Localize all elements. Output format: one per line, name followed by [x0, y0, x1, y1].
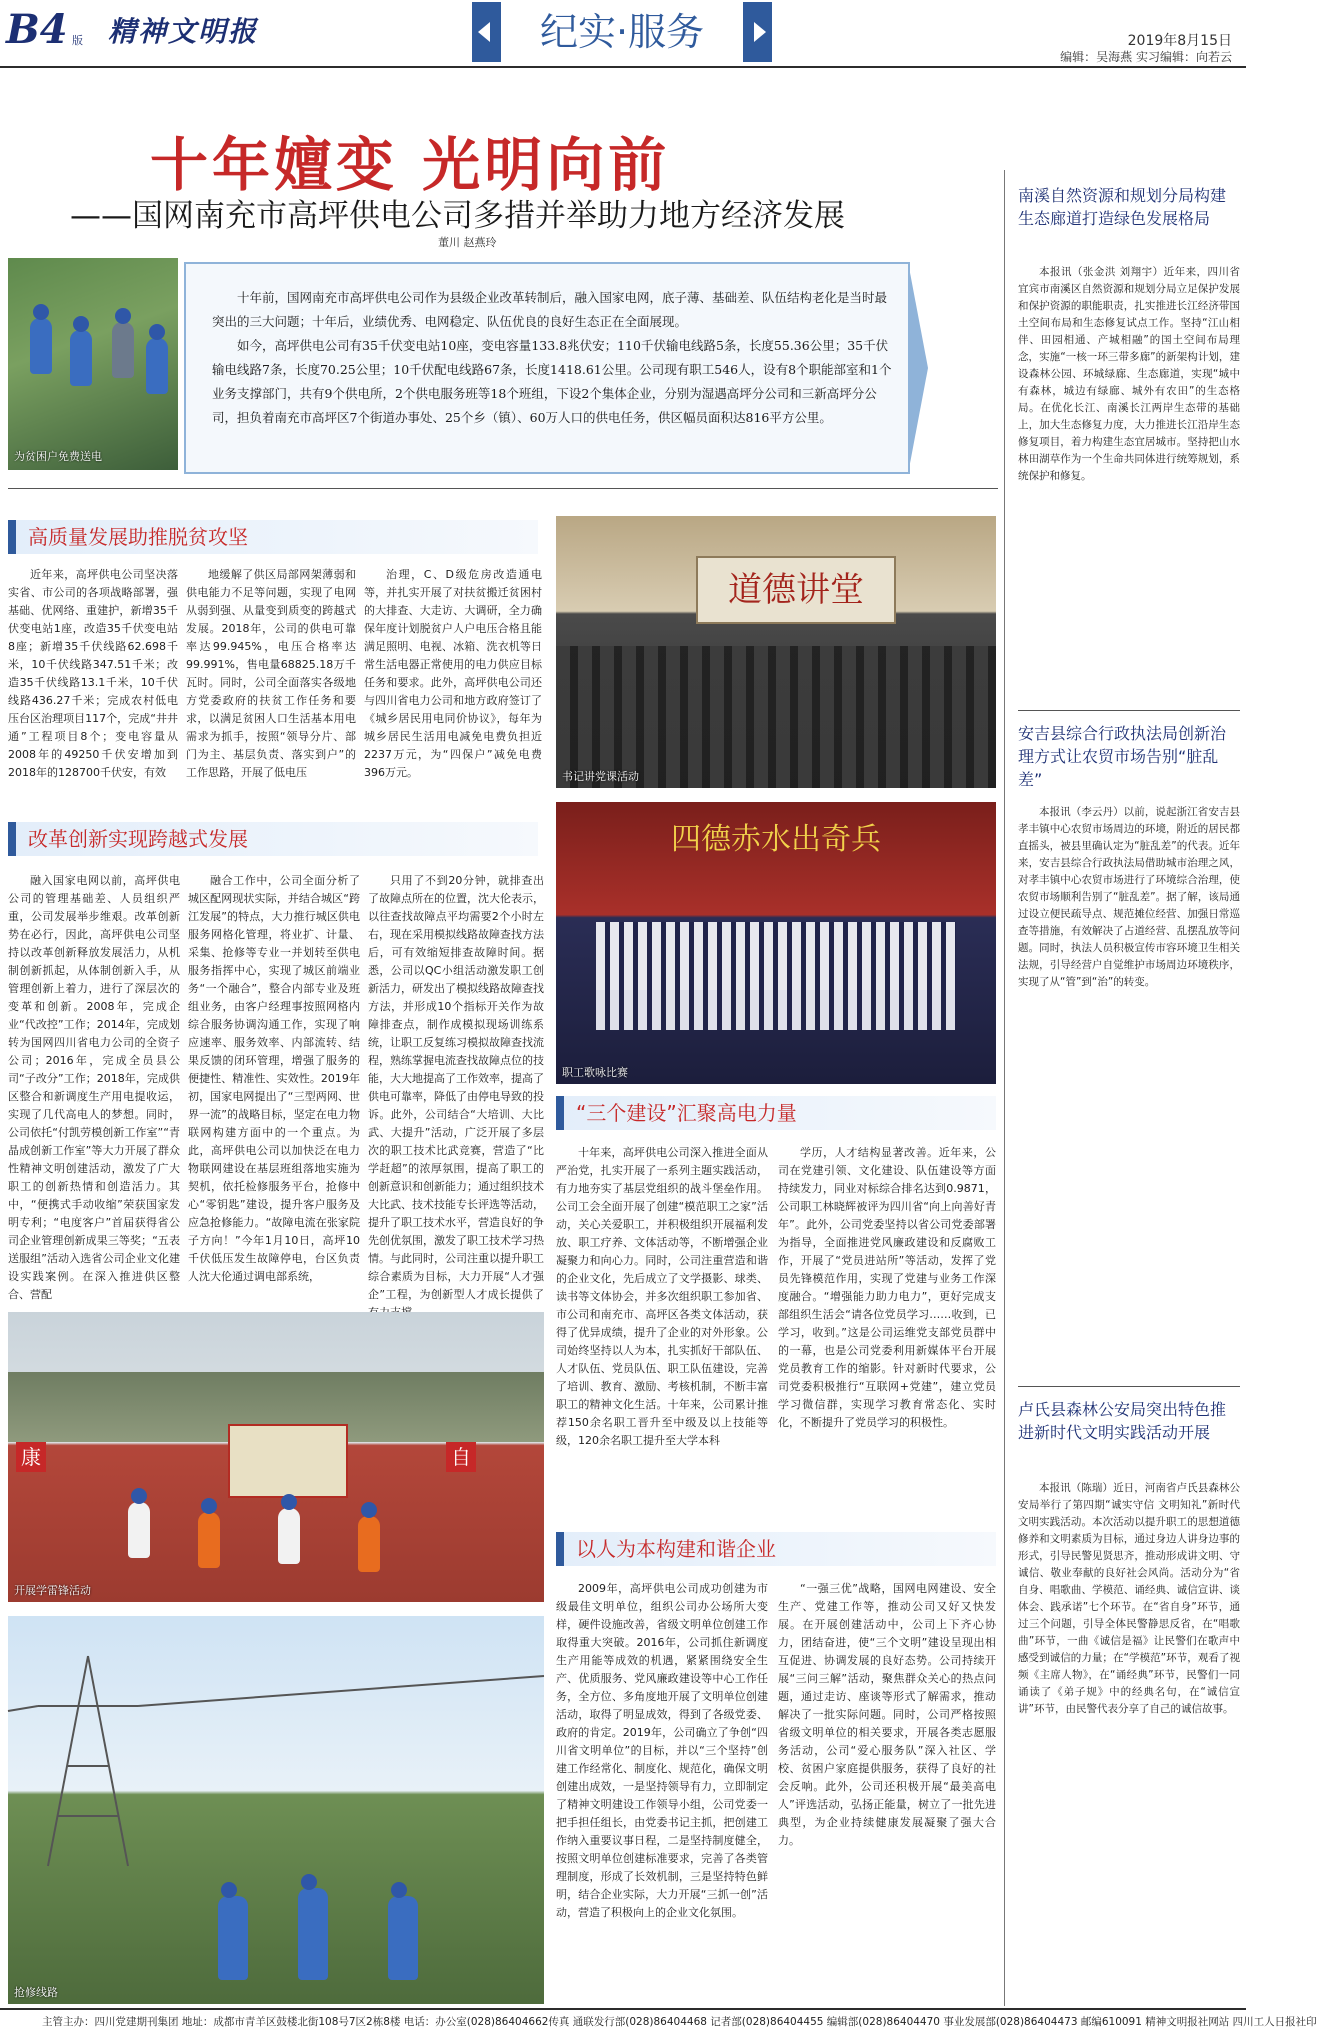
- page-number: B4: [6, 6, 68, 53]
- section-2-column-3: [368, 872, 544, 1302]
- paragraph: 本报讯（张金洪 刘翔宇）近年来，四川省宜宾市南溪区自然资源和规划分局立足保护发展和保护资源的职能职责，扎实推进长江经济带国土空间布局和生态修复试点工作。坚持“江山相伴、田园相通、产城相融”的国土空间布局理念，实施“一核一环三带多廊”的新架构计划，建设森林公园、环城绿廊、生态廊道，实现“城中有森林，城边有绿廊、城外有农田”的生态格局。在优化长江、南溪长江两岸生态带的基础上，加大生态修复力度，大力推进长江沿岸生态修复项目，着力构建生态宜居城市。坚持把山水林田湖草作为一个生命共同体进行统筹规划，系统保护和修复。: [1018, 266, 1240, 482]
- audience-rows: [556, 646, 996, 788]
- sidebar-title: 南溪自然资源和规划分局构建生态廊道打造绿色发展格局: [1018, 186, 1227, 228]
- worker-figure: [146, 338, 168, 394]
- paragraph: 只用了不到20分钟，就排查出了故障点所在的位置，沈大伦表示，以往查找故障点平均需要2个小时左右，现在采用模拟线路故障查找方法后，可有效缩短排查故障时间。据悉，公司以QC小组活动激发职工创新活力，研发出了模拟线路故障查找方法，并形成10个指标开关作为故障排查点，制作成模拟现场训练系统，让职工反复练习模拟故障查找流程，熟练掌握电流查找故障点位的技能，大大地提高了工作效率，提高了供电可靠率，降低了由停电导致的投诉。此外，公司结合“大培训、大比武、大提升”活动，广泛开展了多层次的职工技术比武竞赛，营造了“比学赶超”的浓厚氛围，提高了职工的创新意识和创新能力；通过组织技术大比武、技术技能专长评选等活动，提升了职工技术水平，营造良好的争先创优氛围，激发了职工技术学习热情。与此同时，公司注重以提升职工综合素质为目标，大力开展“人才强企”工程，为创新型人才成长提供了: [368, 874, 544, 1301]
- section-1-column-2: [186, 566, 356, 790]
- worker-figure: [298, 1888, 328, 1980]
- lecture-banner: 道德讲堂: [696, 556, 896, 624]
- paragraph: 本报讯（陈瑞）近日，河南省卢氏县森林公安局举行了第四期“诚实守信 文明知礼”新时代文明实践活动。本次活动以提升职工的思想道德修养和文明素质为目标，通过身边人讲身边事的形式，引导民警见贤思齐，推动形成讲文明、守诚信、敬业奉献的良好社会风尚。活动分为“省自身、唱歌曲、学模范、诵经典、诚信宣讲、谈体会、践承诺”七个环节。在“省自身”环节，通过三个问题，引导全体民警静思反省，在“唱歌曲”环节，一曲《诚信是福》让民警们在歌声中感受到诚信的力量；在“学模范”环节，观看了视频《主席人物》，在“诵经典”环节，民警们一同诵读了《弟子规》中的经典名句，在“诚信宣讲”环节，由民警代表分享了自己的诚信故事。: [1018, 1482, 1240, 1715]
- power-tower-icon: [8, 1616, 544, 2004]
- participant-figure: [358, 1516, 380, 1572]
- banner-right-arrow-icon: [754, 22, 766, 42]
- intro-box: [184, 262, 928, 474]
- worker-figure: [388, 1896, 418, 1980]
- section-heading-harmony: 以人为本构建和谐企业: [556, 1532, 996, 1566]
- intro-arrow-icon: [908, 262, 928, 474]
- section-2-column-1: [8, 872, 180, 1302]
- sidebar-title: 卢氏县森林公安局突出特色推进新时代文明实践活动开展: [1018, 1400, 1227, 1442]
- issue-date: 2019年8月15日: [1127, 33, 1232, 49]
- photo-line-repair: [8, 1616, 544, 2004]
- paragraph: 近年来，高坪供电公司坚决落实省、市公司的各项战略部署，强基础、优网络、重建护，新增35千伏变电站1座，改造35千伏变电站8座；新增35千伏线路62.698千米，10千伏线路347.51千米；改造35千伏线路13.1千米，10千伏线路436.27千米；完成农村低电压台区治理项目117个，完成“井井通”工程项目8个；变电容量从2008年的49250千伏安增加到2018年的128700千伏安，有效: [8, 568, 178, 779]
- page-suffix: 版: [72, 34, 83, 47]
- section-heading-poverty: 高质量发展助推脱贫攻坚: [8, 520, 538, 554]
- paragraph: 十年来，高坪供电公司深入推进全面从严治党，扎实开展了一系列主题实践活动，有力地夯实了基层党组织的战斗堡垒作用。公司工会全面开展了创建“模范职工之家”活动，关心关爱职工，并积极组织开展福利发放、职工疗养、文体活动等，不断增强企业凝聚力和向心力。同时，公司注重营造和谐的企业文化，先后成立了文学摄影、球类、读书等文体协会，并多次组织职工参加省、市公司和南充市、高坪区各类文体活动，获得了优异成绩，提升了企业的对外形象。公司始终坚持以人为本，扎实抓好干部队伍、人才队伍、党员队伍、职工队伍建设，完善了培训、教育、激励、考核机制，不断丰富职工的精神文化生活。十年来，公司累计推荐150余名职工晋升至中级及以上技能等级，120余名职工提升至大学本科: [556, 1146, 768, 1447]
- intro-text: [212, 286, 892, 430]
- section-title: 纪实·服务: [498, 2, 746, 62]
- sidebar-title: 安吉县综合行政执法局创新治理方式让农贸市场告别“脏乱差”: [1018, 724, 1227, 789]
- intro-paragraph: 十年前，国网南充市高坪供电公司作为县级企业改革转制后，融入国家电网，底子薄、基础差、队伍结构老化是当时最突出的三大问题；十年后，业绩优秀、电网稳定、队伍优良的良好生态正在全面展现。: [212, 290, 888, 329]
- section-4-column-2: [778, 1580, 996, 2004]
- paragraph: “一强三优”战略，国网电网建设、安全生产、党建工作等，推动公司又好又快发展。在开展创建活动中，公司上下齐心协力，团结奋进，使“三个文明”建设呈现出相互促进、协调发展的良好态势。公司持续开展“三问三解”活动，聚焦群众关心的热点问题，通过走访、座谈等形式了解需求，推动解决了一批实际问题。同时，公司严格按照省级文明单位的相关要求，开展各类志愿服务活动，公司“爱心服务队”深入社区、学校、贫困户家庭提供服务，获得了良好的社会反响。此外，公司还积极开展“最美高电人”评选活动，弘扬正能量，树立了一批先进典型，为企业持续健康发展凝聚了强大合力。: [778, 1582, 996, 1847]
- sidebar-article: [1018, 804, 1240, 1382]
- choir-banner: 四德赤水出奇兵: [671, 822, 881, 857]
- masthead: [0, 0, 1246, 68]
- photo-caption: 开展学雷锋活动: [14, 1584, 91, 1597]
- event-banner-left: 康: [16, 1442, 46, 1472]
- sidebar-article: [1018, 1480, 1240, 2002]
- paragraph: 2009年，高坪供电公司成功创建为市级最佳文明单位，组织公司办公场所大变样，硬件设施改善，省级文明单位创建工作取得重大突破。2016年，公司抓住新调度生产用能等成效的机遇，紧紧围绕安全生产、优质服务、党风廉政建设等中心工作任务，全方位、多角度地开展了文明单位创建活动，取得了明显成效，得到了各级党委、政府的肯定。2019年，公司确立了争创“四川省文明单位”的目标，并以“三个坚持”创建工作经常化、制度化、规范化，确保文明创建出成效，一是坚持领导有力，立即制定了精神文明建设工作领导小组，公司党委一把手担任组长，由党委书记主抓，把创建工作纳入重要议事日程，二是坚持制度健全，按照文明单位创建标准要求，完善了各类管理制度，形成了长效机制，三是坚持特色鲜明，结合企业实际，大力开展“三抓一创”活动，营造了积极向上的企业文化氛围。: [556, 1582, 768, 1919]
- section-4-column-1: [556, 1580, 768, 2004]
- byline: 董川 赵燕玲: [438, 236, 497, 249]
- sidebar-divider: [1018, 710, 1240, 711]
- editor-credit: 编辑：吴海燕 实习编辑：向若云: [1060, 50, 1232, 64]
- choir-singers: [596, 922, 956, 992]
- section-banner: [472, 2, 772, 62]
- sidebar-article: [1018, 264, 1240, 714]
- worker-figure: [112, 322, 134, 378]
- worker-figure: [218, 1896, 248, 1980]
- choir-singers: [596, 990, 956, 1030]
- section-1-column-1: [8, 566, 178, 790]
- intro-divider: [8, 488, 998, 489]
- sidebar-divider: [1018, 1386, 1240, 1387]
- main-headline: 十年嬗变 光明向前: [150, 131, 671, 199]
- section-heading-reform: 改革创新实现跨越式发展: [8, 822, 538, 856]
- banner-left-arrow-icon: [478, 22, 490, 42]
- section-heading-three-builds: “三个建设”汇聚高电力量: [556, 1096, 996, 1130]
- paragraph: 本报讯（李云丹）以前，说起浙江省安吉县孝丰镇中心农贸市场周边的环境，附近的居民都直摇头，被县里确认定为“脏乱差”的代表。近年来，安吉县综合行政执法局借助城市治理之风，对孝丰镇中心农贸市场进行了环境综合治理，使农贸市场顺利告别了“脏乱差”。据了解，该局通过设立便民疏导点、规范摊位经营、加强日常巡查等措施，有效解决了占道经营、乱摆乱放等问题。同时，执法人员积极宣传市容环境卫生相关法规，引导经营户自觉维护市场周边环境秩序，实现了从“管”到“治”的转变。: [1018, 806, 1240, 988]
- paragraph: 地缓解了供区局部网架薄弱和供电能力不足等问题，实现了电网从弱到强、从量变到质变的跨越式发展。2018年，公司的供电可靠率达99.945%，电压合格率达99.991%，售电量68825.18万千瓦时。同时，公司全面落实各级地方党委政府的扶贫工作任务和要求，以满足贫困人口生活基本用电需求为抓手，按照“领导分片、部门为主、基层负责、落实到户”的工作思路，开展了低电压: [186, 568, 356, 779]
- participant-figure: [128, 1502, 150, 1558]
- photo-caption: 职工歌咏比赛: [562, 1066, 628, 1079]
- intro-photo: [8, 258, 178, 470]
- section-3-column-2: [778, 1144, 996, 1520]
- worker-figure: [30, 318, 52, 374]
- intro-photo-caption: 为贫困户免费送电: [14, 450, 102, 463]
- section-3-column-1: [556, 1144, 768, 1520]
- photo-choir: [556, 802, 996, 1084]
- event-banner-right: 自: [446, 1442, 476, 1472]
- sub-headline: ——国网南充市高坪供电公司多措并举助力地方经济发展: [70, 198, 845, 234]
- worker-figure: [70, 330, 92, 386]
- photo-caption: 抢修线路: [14, 1986, 58, 1999]
- section-1-column-3: [364, 566, 542, 790]
- participant-figure: [198, 1512, 220, 1568]
- paragraph: 学历，人才结构显著改善。近年来，公司在党建引领、文化建设、队伍建设等方面持续发力，同业对标综合排名达到0.9871，公司职工林晓辉被评为四川省“向上向善好青年”。此外，公司党委坚持以省公司党委部署为指导，全面推进党风廉政建设和反腐败工作，开展了“党员进站所”等活动，发挥了党员先锋模范作用，实现了党建与业务工作深度融合。“增强能力助力电力”，更好完成支部组织生活会“请各位党员学习……收到，已学习，收到。”这是公司运维党支部党员群中的一幕，也是公司党委利用新媒体平台开展党员教育工作的缩影。针对新时代要求，公司党委积极推行“互联网+党建”，建立党员学习微信群，实现学习教育常态化、实时化，不断提升了党员学习的积极性。: [778, 1146, 996, 1429]
- paragraph: 治理，C、D级危房改造通电等，并扎实开展了对扶贫搬迁贫困村的大排查、大走访、大调研，全力确保年度计划脱贫户人户电压合格且能满足照明、电视、冰箱、洗衣机等日常生活电器正常使用的电力供应目标任务和要求。此外，高坪供电公司还与四川省电力公司和地方政府签订了《城乡居民用电同价协议》，每年为城乡居民生活用电减免电费负担近2237万元，为“四保户”减免电费396万元。: [364, 568, 542, 779]
- photo-caption: 书记讲党课活动: [562, 770, 639, 783]
- paragraph: 融合工作中，公司全面分析了城区配网现状实际，并结合城区“跨江发展”的特点，大力推行城区供电服务网格化管理，将业扩、计量、采集、抢修等专业一并划转至供电服务指挥中心，实现了城区前端业务“一个融合”，整合内部专业及班组业务，由客户经理事按照网格内综合服务协调沟通工作，实现了响应速率、服务效率、内部流转、结果反馈的闭环管理，增强了服务的便捷性、精准性、实效性。2019年初，国家电网提出了“三型两网、世界一流”的战略目标，坚定在电力物联网构建方面中的一个重点。为此，高坪供电公司以加快泛在电力物联网建设在基层班组落地实施为契机，依托检修服务平台，抢修中心“零钥匙”建设，提升客户服务及应急抢修能力。“故障电流在张家院子方向！”今年1月10日，高坪10千伏低压发生故障停电，台区负责人沈大伦通过调电部系统，: [188, 874, 360, 1283]
- photo-lecture-hall: [556, 516, 996, 788]
- intro-frame: [184, 262, 910, 474]
- sidebar-divider: [1004, 170, 1005, 2006]
- footer-imprint: 主管主办：四川党建期刊集团 地址：成都市青羊区鼓楼北街108号7区2栋8楼 电话：办公室(028)86404662传真 通联发行部(028)86404468 记者部(028)86404455 编辑部(028)86404470 事业发展部(028)86404473 邮编610091 精神文明报社网站 四川工人日报社印: [0, 2008, 1246, 2034]
- participant-figure: [278, 1508, 300, 1564]
- newspaper-logo: 精神文明报: [108, 15, 259, 48]
- paragraph: 融入国家电网以前，高坪供电公司的管理基础差、人员组织严重，公司发展举步维艰。改革创新势在必行，因此，高坪供电公司坚持以改革创新释放发展活力，从机制创新抓起，从体制创新入手，从管理创新上着力，进行了深层次的变革和创新。2008年，完成企业“代改控”工作；2014年，完成划转为国网四川省电力公司的全资子公司；2016年，完成全员县公司“子改分”工作；2018年，完成供区整合和新调度生产用电提收运，实现了几代高电人的梦想。同时，公司依托“付凯劳模创新工作室”“青晶成创新工作室”等大力开展了群众性精神文明创建活动，激发了广大职工的创新热情和创造活力。其中，“便携式手动收缩”荣获国家发明专利；“电度客户”首届获得省公司企业管理创新成果三等奖；“五表送服组”活动入选省公司企业文化建设实践案例。在深入推进供区整合、营配: [8, 874, 180, 1301]
- section-2-column-2: [188, 872, 360, 1302]
- event-stage-board: [228, 1424, 348, 1498]
- intro-paragraph: 如今，高坪供电公司有35千伏变电站10座，变电容量133.8兆伏安；110千伏输电线路5条，长度55.36公里；35千伏输电线路7条，长度70.25公里；10千伏配电线路67条，长度1418.61公里。公司现有职工546人，设有8个职能部室和1个业务支撑部门，共有9个供电所，2个供电服务班等18个班组，下设2个集体企业，分别为湿遇高坪分公司和三新高坪分公司，担负着南充市高坪区7个街道办事处、25个乡（镇）、60万人口的供电任务，供区幅员面积达816平方公里。: [212, 338, 892, 425]
- photo-volunteer-event: [8, 1312, 544, 1602]
